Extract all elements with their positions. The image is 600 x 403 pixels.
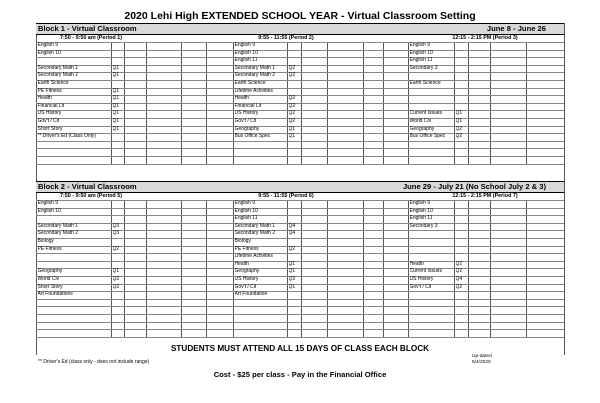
grid-row-line [36,215,564,216]
grid-row-line [36,208,564,209]
course-name: Geography [234,125,260,132]
course-name: Earth Science [37,80,69,86]
grid-row-line [36,57,564,58]
course-name: Geography [409,125,435,132]
course-quarter: Q2 [112,283,120,290]
grid-row-line [36,164,564,165]
grid-row-line [36,314,564,315]
block-1-grid [36,42,564,164]
grid-row-line [36,200,564,201]
course-name: Secondary Math 1 [234,222,276,229]
course-quarter: Q1 [112,268,120,275]
course-name: Earth Science [409,80,441,86]
course-quarter: Q1 [112,64,120,71]
grid-row-line [36,261,564,262]
course-name: English 9 [37,200,59,206]
block-1-dates: June 8 - June 26 [486,24,546,33]
course-name: Health [37,95,52,102]
course-name: Short Story [37,125,63,132]
grid-row-line [36,141,564,142]
grid-row-line [36,133,564,134]
course-name: Health [409,260,424,267]
grid-row-line [36,50,564,51]
course-name: World Civ [37,276,60,282]
course-name: Current Issues [409,110,443,117]
block-1-period-2: 9:55 - 11:55 (Period 2) [258,35,314,41]
course-name: English 9 [234,42,256,48]
course-quarter: Q3 [112,222,120,229]
block-1-label: Block 1 - Virtual Classroom [38,24,137,33]
course-name: Gov't / Cit [234,118,257,124]
course-name: Secondary Math 1 [37,222,79,229]
course-name: English 10 [409,207,433,214]
course-name: Art Foundations [37,291,73,298]
course-name: ** Driver's Ed (Class Only) [37,133,96,140]
course-quarter: Q2 [455,283,463,290]
course-name: English 9 [409,200,431,206]
course-quarter: Q1 [112,125,120,132]
course-name: Secondary Math 2 [37,72,79,79]
course-quarter: Q1 [112,110,120,117]
course-quarter: Q2 [455,125,463,132]
course-quarter: Q1 [288,125,296,132]
block-2-period-headers [36,192,564,200]
course-name: World Civ [409,118,432,124]
course-quarter: Q4 [288,222,296,229]
grid-row-line [36,80,564,81]
block-2-period-7: 12:15 - 2:15 PM (Period 7) [452,193,518,199]
drivers-ed-note: ** Driver's Ed (class only - does not include range) [38,359,150,365]
course-quarter: Q3 [288,276,296,282]
block-2-period-6: 9:55 - 11:55 (Period 6) [258,193,314,199]
updated-stamp [472,354,492,366]
course-quarter: Q2 [288,102,296,109]
grid-row-line [36,42,564,43]
course-name: Secondary Math 2 [234,230,276,237]
course-name: Geography [37,268,63,275]
block-1-period-3: 12:15 - 2:15 PM (Period 3) [452,35,518,41]
course-quarter: Q1 [112,87,120,94]
updated-label: Up-dated [472,354,492,359]
course-name: Gov't / Cit [234,283,257,290]
course-quarter: Q2 [112,276,120,282]
grid-row-line [36,337,564,338]
course-name: English 10 [37,49,61,56]
course-name: Art Foundation [234,291,268,298]
updated-date: 5/4/2020 [472,360,491,365]
block-1-period-1: 7:50 - 9:50 am (Period 1) [59,35,123,41]
grid-column-line [564,42,565,164]
course-quarter: Q2 [288,64,296,71]
course-quarter: Q2 [288,245,296,252]
course-name: Secondary Math 1 [234,64,276,71]
grid-row-line [36,238,564,239]
course-name: English 11 [409,57,433,64]
page-title: 2020 Lehi High EXTENDED SCHOOL YEAR - Virtual Classroom Setting [124,10,476,22]
course-name: English 9 [234,200,256,206]
course-name: US History [234,110,259,117]
course-name: Geography [234,268,260,275]
grid-row-line [36,329,564,330]
block-2-period-5: 7:50 - 9:50 am (Period 5) [59,193,123,199]
block-2-dates: June 29 - July 21 (No School July 2 & 3) [402,182,546,191]
course-name: Secondary Math 2 [37,230,79,237]
course-name: Secondary 3 [409,222,438,229]
course-name: Short Story [37,283,63,290]
course-name: English 11 [409,215,433,222]
course-name: Health [234,260,249,267]
course-quarter: Q1 [288,133,296,140]
block-2-grid [36,200,564,337]
course-name: US History [37,110,62,117]
course-name: PE Fitness [234,245,259,252]
course-quarter: Q1 [112,102,120,109]
course-name: English 10 [234,207,258,214]
course-quarter: Q4 [288,230,296,237]
course-quarter: Q2 [455,268,463,275]
course-name: English 9 [409,42,431,48]
course-name: PE Fitness [37,87,62,94]
course-name: English 10 [409,49,433,56]
course-name: Lifetime Activities [234,87,273,94]
course-name: US History [234,276,259,282]
course-quarter: Q2 [112,245,120,252]
course-name: Bus Office Spec [234,133,271,140]
course-quarter: Q2 [455,133,463,140]
course-name: Earth Science [234,80,266,86]
course-quarter: Q2 [288,72,296,79]
course-quarter: Q3 [112,230,120,237]
course-quarter: Q2 [288,110,296,117]
course-name: Secondary Math 1 [37,64,79,71]
course-name: Health [234,95,249,102]
course-name: Current Issues [409,268,443,275]
course-name: English 10 [37,207,61,214]
cost-notice: Cost - $25 per class - Pay in the Financial Office [213,370,387,379]
block-2-label: Block 2 - Virtual Classroom [38,182,137,191]
grid-row-line [36,291,564,292]
course-name: Secondary 3 [409,64,438,71]
course-quarter: Q1 [288,283,296,290]
course-quarter: Q2 [288,95,296,102]
course-quarter: Q4 [455,276,463,282]
course-quarter: Q1 [112,118,120,124]
course-name: English 10 [234,49,258,56]
course-name: Financial Lit [234,102,262,109]
course-name: English 11 [234,215,258,222]
course-quarter: Q2 [455,260,463,267]
block-1-period-headers [36,34,564,42]
course-name: Gov't / Cit [409,283,432,290]
course-name: Bus Office Spec [409,133,446,140]
grid-row-line [36,253,564,254]
course-quarter: Q1 [288,268,296,275]
course-name: Biology [37,238,54,244]
grid-column-line [564,200,565,337]
course-name: PE Fitness [37,245,62,252]
grid-row-line [36,148,564,149]
grid-row-line [36,306,564,307]
course-name: Secondary Math 2 [234,72,276,79]
grid-row-line [36,322,564,323]
grid-row-line [36,156,564,157]
course-name: English 11 [234,57,258,64]
attendance-notice: STUDENTS MUST ATTEND ALL 15 DAYS OF CLASS EACH BLOCK [170,344,430,353]
course-quarter: Q1 [112,95,120,102]
course-quarter: Q1 [288,260,296,267]
course-name: English 9 [37,42,59,48]
course-name: US History [409,276,434,282]
course-name: Financial Lit [37,102,65,109]
course-name: Gov't / Cit [37,118,60,124]
grid-row-line [36,299,564,300]
course-quarter: Q1 [455,110,463,117]
course-quarter: Q1 [455,118,463,124]
course-quarter: Q1 [112,72,120,79]
course-name: Biology [234,238,251,244]
course-name: Lifetime Activities [234,253,273,260]
course-quarter: Q2 [288,118,296,124]
